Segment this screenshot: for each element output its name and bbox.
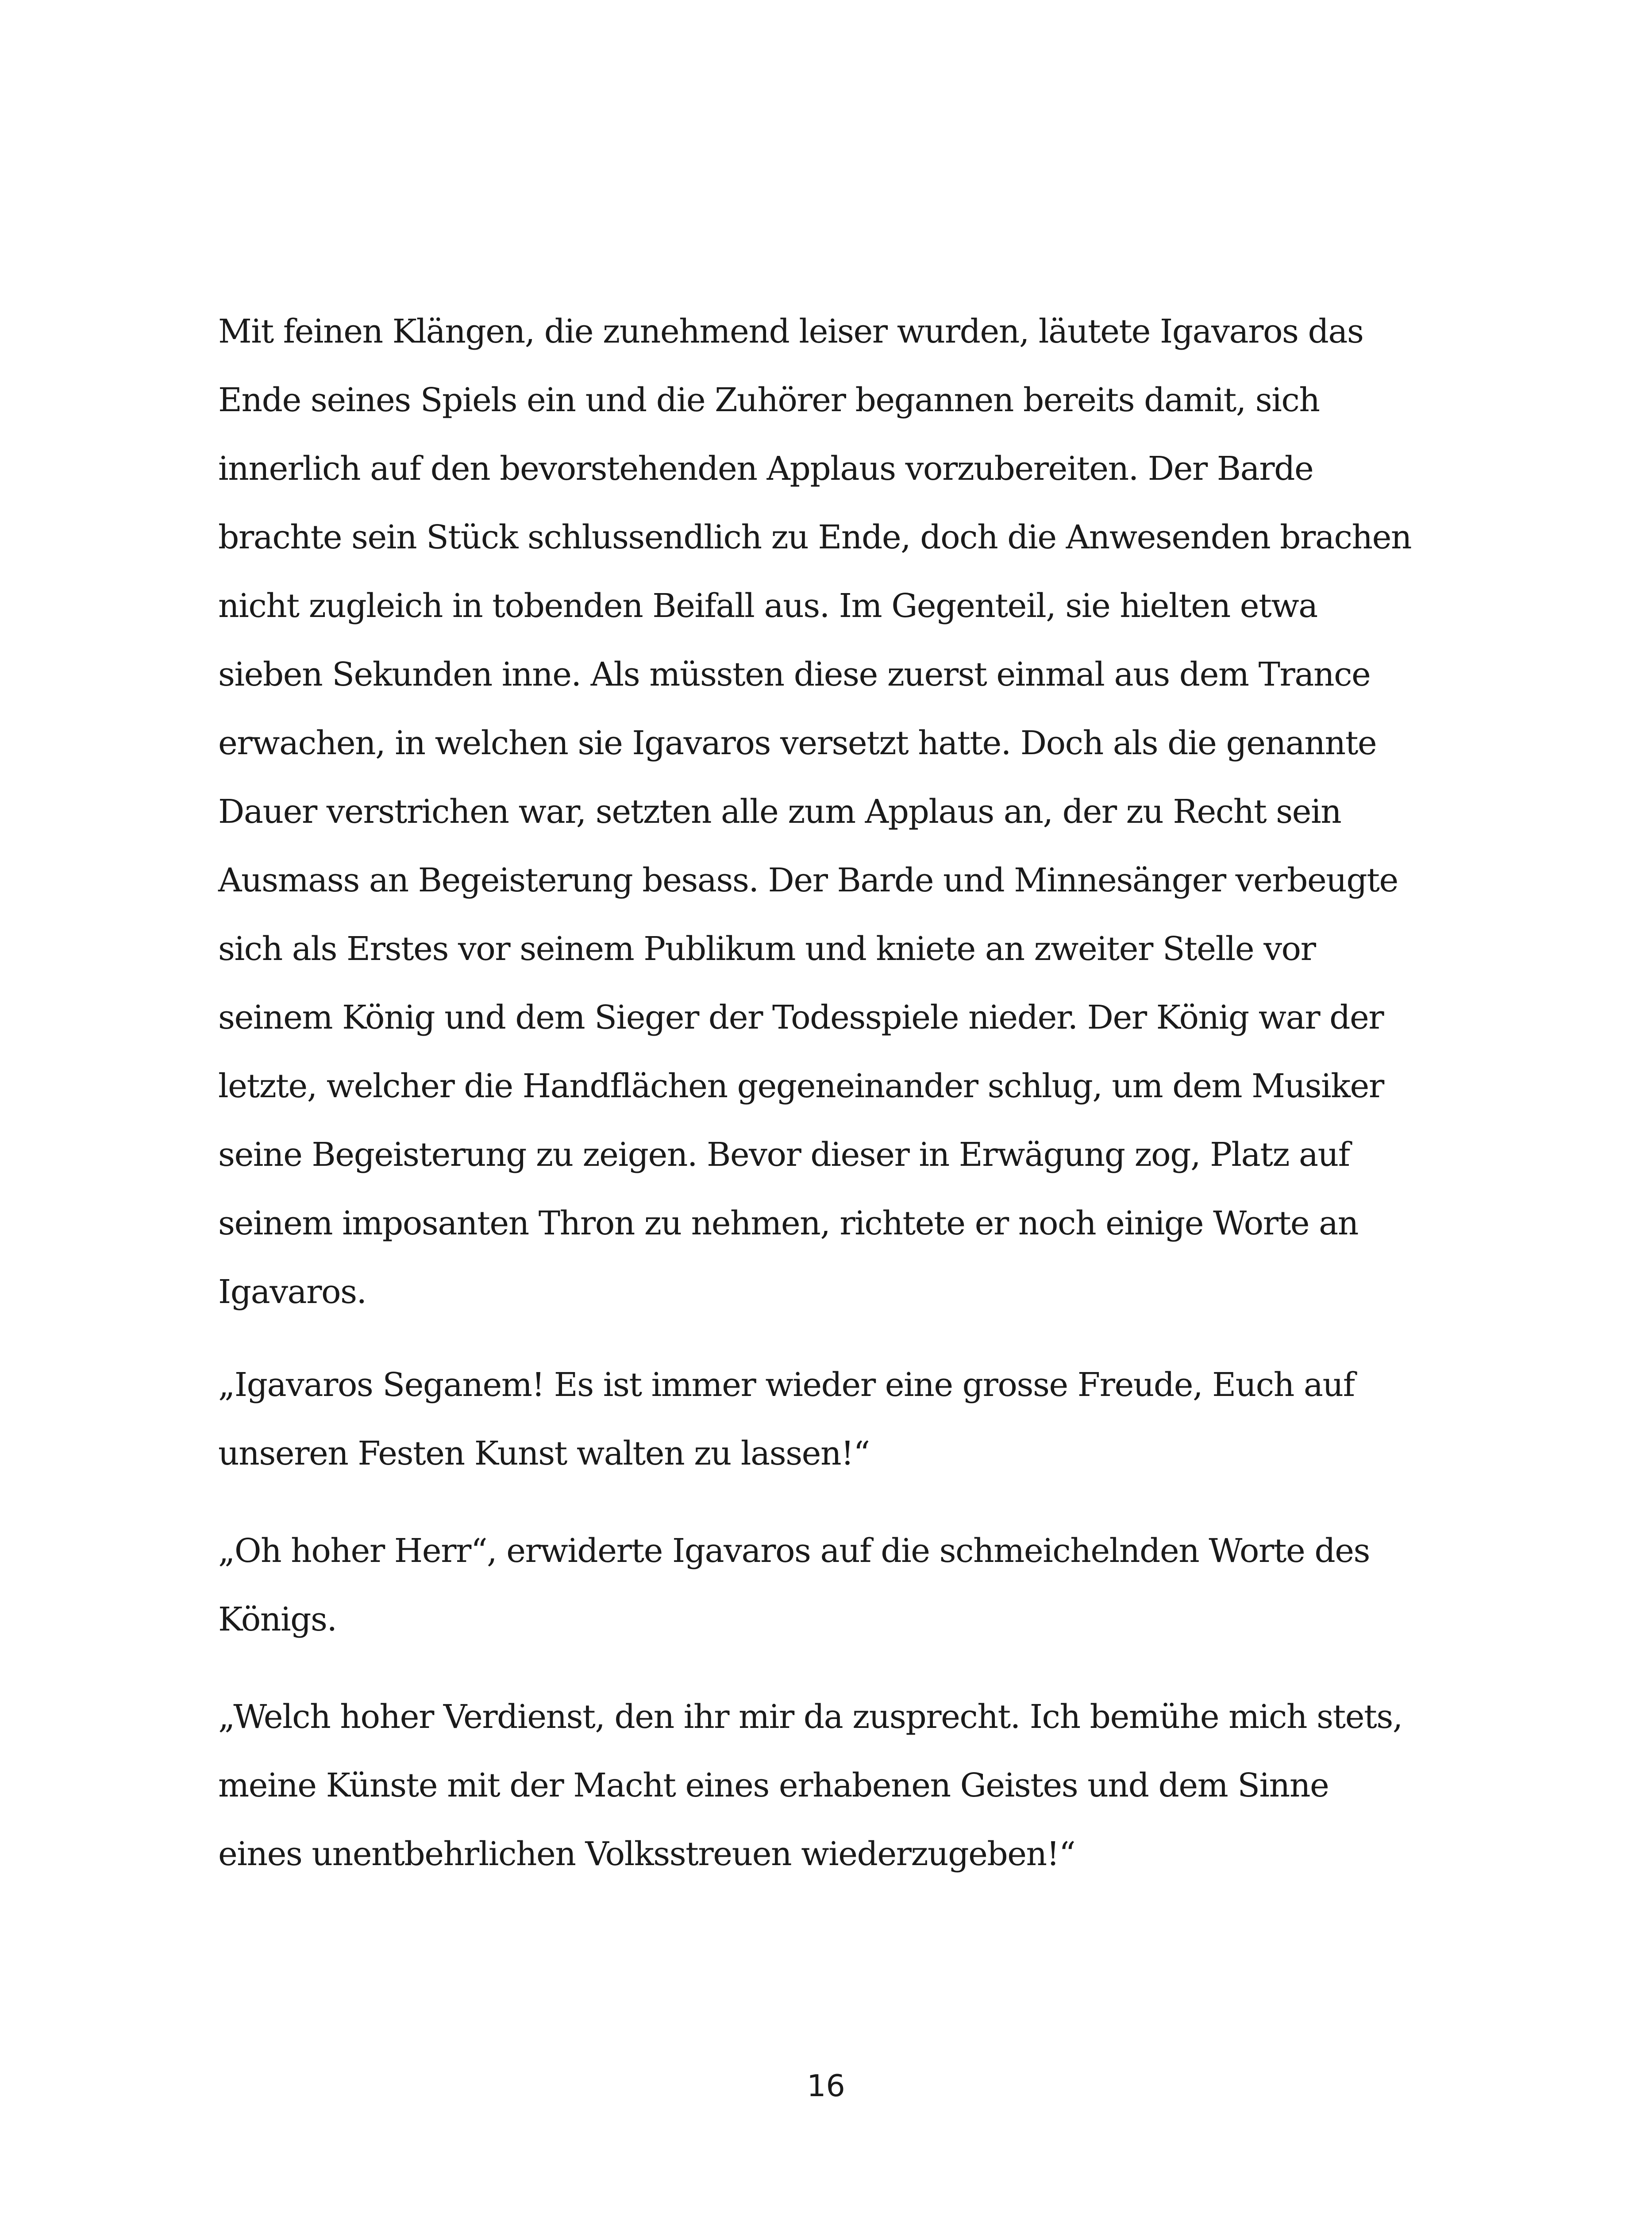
text-line: unseren Festen Kunst walten zu lassen!“ bbox=[218, 1434, 870, 1473]
page-number: 16 bbox=[807, 2069, 845, 2104]
text-line: seinem imposanten Thron zu nehmen, richtete er noch einige Worte an bbox=[218, 1204, 1358, 1242]
text-line: Ausmass an Begeisterung besass. Der Barde und Minnesänger verbeugte bbox=[218, 861, 1398, 899]
text-line: sich als Erstes vor seinem Publikum und kniete an zweiter Stelle vor bbox=[218, 930, 1316, 968]
text-line: meine Künste mit der Macht eines erhabenen Geistes und dem Sinne bbox=[218, 1766, 1329, 1804]
text-line: brachte sein Stück schlussendlich zu Ende, doch die Anwesenden brachen bbox=[218, 518, 1412, 556]
text-line: Mit feinen Klängen, die zunehmend leiser wurden, läutete Igavaros das bbox=[218, 312, 1363, 351]
text-line: Ende seines Spiels ein und die Zuhörer begannen bereits damit, sich bbox=[218, 381, 1320, 419]
text-line: „Welch hoher Verdienst, den ihr mir da zusprecht. Ich bemühe mich stets, bbox=[218, 1698, 1402, 1736]
text-line: erwachen, in welchen sie Igavaros versetzt hatte. Doch als die genannte bbox=[218, 724, 1377, 762]
text-line: Igavaros. bbox=[218, 1273, 366, 1311]
text-line: „Oh hoher Herr“, erwiderte Igavaros auf die schmeichelnden Worte des bbox=[218, 1532, 1370, 1570]
text-line: nicht zugleich in tobenden Beifall aus. Im Gegenteil, sie hielten etwa bbox=[218, 587, 1317, 625]
text-line: seine Begeisterung zu zeigen. Bevor dieser in Erwägung zog, Platz auf bbox=[218, 1136, 1350, 1174]
text-line: Dauer verstrichen war, setzten alle zum Applaus an, der zu Recht sein bbox=[218, 793, 1341, 831]
text-line: letzte, welcher die Handflächen gegeneinander schlug, um dem Musiker bbox=[218, 1067, 1384, 1105]
text-line: eines unentbehrlichen Volksstreuen wiederzugeben!“ bbox=[218, 1835, 1075, 1873]
text-line: „Igavaros Seganem! Es ist immer wieder eine grosse Freude, Euch auf bbox=[218, 1366, 1355, 1404]
text-line: innerlich auf den bevorstehenden Applaus vorzubereiten. Der Barde bbox=[218, 450, 1313, 488]
text-line: sieben Sekunden inne. Als müssten diese zuerst einmal aus dem Trance bbox=[218, 655, 1371, 694]
text-line: seinem König und dem Sieger der Todesspiele nieder. Der König war der bbox=[218, 999, 1384, 1037]
text-line: Königs. bbox=[218, 1600, 337, 1639]
